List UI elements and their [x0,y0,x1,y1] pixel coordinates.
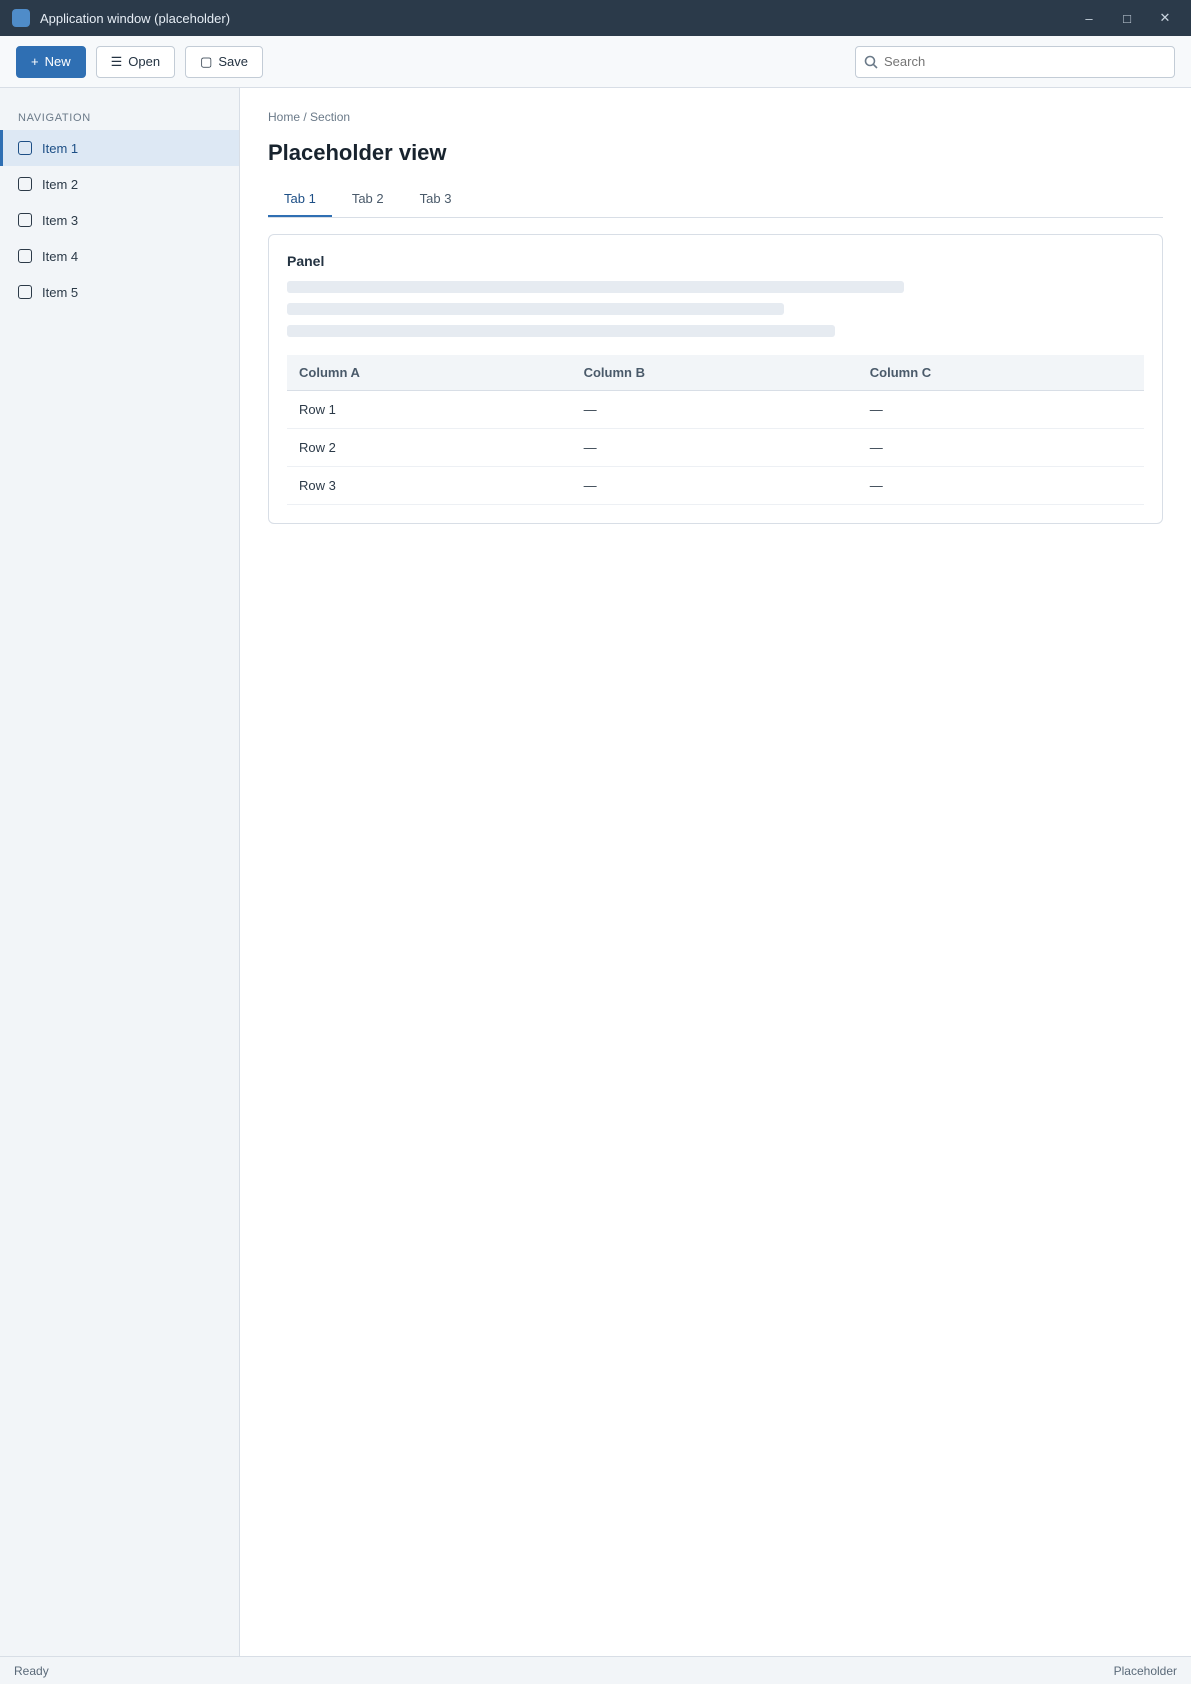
sidebar-item-label: Item 1 [42,140,79,156]
save-button[interactable] [185,46,263,78]
table-cell: — [858,429,1144,467]
breadcrumb: Home / Section [268,110,351,124]
placeholder-line [287,303,784,315]
placeholder-line [287,325,835,337]
sidebar-item[interactable] [0,166,239,202]
page-icon [18,141,32,155]
table-cell: Row 1 [287,391,572,429]
table-cell: — [572,429,858,467]
page-title: Placeholder view [268,140,447,165]
sidebar-item-label: Item 3 [42,212,79,228]
toolbar [0,36,1191,88]
save-button-label: Save [218,54,249,69]
data-table [287,355,1144,505]
sidebar-section-label: NAVIGATION [18,112,91,124]
sidebar-item-label: Item 5 [42,284,79,300]
main-panel [240,88,1191,1656]
page-icon [18,177,32,191]
plus-icon: + [31,54,39,69]
search-box[interactable] [855,46,1175,78]
open-button[interactable] [96,46,175,78]
sidebar-item[interactable] [0,202,239,238]
search-icon [864,55,878,69]
app-icon [12,9,30,27]
page-icon [18,285,32,299]
panel-title: Panel [287,253,325,269]
new-button[interactable] [16,46,86,78]
placeholder-line [287,281,904,293]
table-row[interactable] [287,429,1144,467]
status-bar [0,1656,1191,1684]
status-info: Placeholder [1113,1663,1177,1678]
sidebar-item-label: Item 2 [42,176,79,192]
tab-bar [268,182,1163,218]
sidebar-item[interactable] [0,238,239,274]
minimize-button[interactable]: – [1085,10,1093,26]
save-icon: ▢ [200,53,213,69]
open-button-label: Open [128,54,161,69]
search-input[interactable] [884,54,1166,69]
sidebar-item[interactable] [0,274,239,310]
content-panel [268,234,1163,524]
page-icon [18,249,32,263]
page-icon [18,213,32,227]
status-text: Ready [14,1663,49,1678]
window-title: Application window (placeholder) [40,10,231,26]
table-cell: Row 3 [287,467,572,505]
table-row[interactable] [287,391,1144,429]
table-cell: — [858,467,1144,505]
column-header[interactable]: Column C [858,355,1144,391]
column-header[interactable]: Column B [572,355,858,391]
maximize-button[interactable]: □ [1123,10,1131,26]
new-button-label: New [44,54,71,69]
table-header-row [287,355,1144,391]
sidebar-item[interactable] [0,130,239,166]
tab-1[interactable]: Tab 1 [268,182,332,217]
title-bar [0,0,1191,36]
table-cell: — [572,467,858,505]
folder-icon: ☰ [110,53,123,69]
sidebar [0,88,240,1656]
sidebar-item-label: Item 4 [42,248,79,264]
table-cell: Row 2 [287,429,572,467]
content-area [0,88,1191,1656]
table-cell: — [572,391,858,429]
tab-2[interactable]: Tab 2 [351,191,384,206]
table-row[interactable] [287,467,1144,505]
tab-3[interactable]: Tab 3 [419,191,452,206]
table-cell: — [858,391,1144,429]
close-button[interactable]: ✕ [1159,10,1171,25]
column-header[interactable]: Column A [287,355,572,391]
